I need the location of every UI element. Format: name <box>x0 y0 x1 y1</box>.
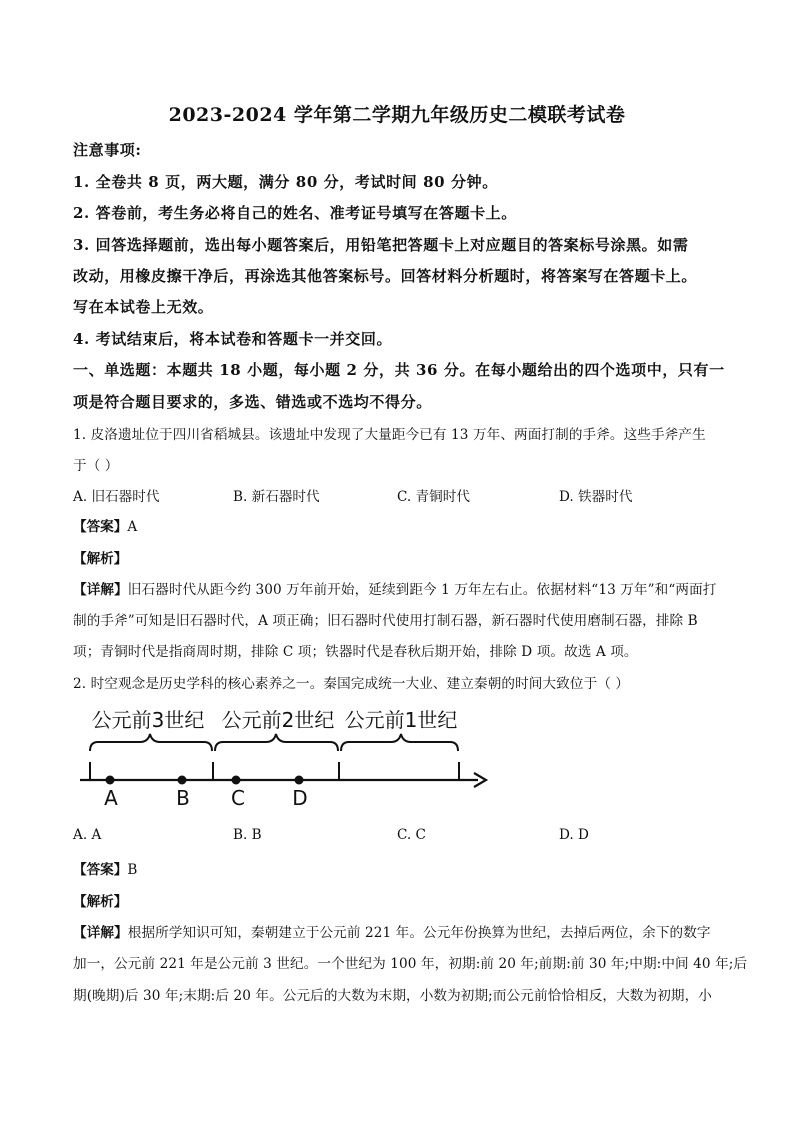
century-label-1: 公元前1世纪 <box>344 708 458 732</box>
q1-stem: 1. 皮洛遗址位于四川省稻城县。该遗址中发现了大量距今已有 13 万年、两面打制的手斧。这些手斧产生 <box>73 427 706 443</box>
notice-item-3-end: 写在本试卷上无效。 <box>73 298 214 316</box>
notice-item-1: 1. 全卷共 8 页，两大题，满分 80 分，考试时间 80 分钟。 <box>73 173 498 191</box>
notice-item-4: 4. 考试结束后，将本试卷和答题卡一并交回。 <box>73 330 393 348</box>
q2-option-c: C. C <box>397 827 426 843</box>
q1-analysis <box>73 547 723 567</box>
q1-option-b: B. 新石器时代 <box>233 489 320 505</box>
section-heading-cont: 项是符合题目要求的，多选、错选或不选均不得分。 <box>73 393 432 411</box>
q2-analysis <box>73 890 723 910</box>
q1-answer <box>73 515 723 535</box>
q2-detail-line3: 期(晚期)后 30 年;末期:后 20 年。公元后的大数为末期，小数为初期;而公元前恰恰相反，大数为初期，小 <box>73 988 712 1004</box>
q2-analysis-tag: 【解析】 <box>73 894 128 910</box>
q2-answer-tag: 【答案】 <box>73 862 128 878</box>
brace-century-1 <box>341 734 458 751</box>
q2-detail <box>73 921 723 941</box>
notice-heading: 注意事项: <box>73 141 142 159</box>
point-c-label: C <box>231 786 245 810</box>
q1-detail-text: 旧石器时代从距今约 300 万年前开始，延续到距今 1 万年左右止。依据材料“13 万年”和“两面打 <box>127 582 717 598</box>
q1-option-c: C. 青铜时代 <box>397 489 470 505</box>
point-a-marker <box>106 776 115 785</box>
q2-option-a: A. A <box>73 827 102 843</box>
notice-item-3: 3. 回答选择题前，选出每小题答案后，用铅笔把答题卡上对应题目的答案标号涂黑。如需 <box>73 236 689 254</box>
q2-detail-tag: 【详解】 <box>73 925 128 941</box>
q1-detail <box>73 578 723 598</box>
q2-option-d: D. D <box>559 827 589 843</box>
point-c-marker <box>232 776 241 785</box>
point-d-label: D <box>292 786 308 810</box>
notice-item-2: 2. 答卷前，考生务必将自己的姓名、准考证号填写在答题卡上。 <box>73 204 517 222</box>
q2-detail-text: 根据所学知识可知，秦朝建立于公元前 221 年。公元年份换算为世纪，去掉后两位，余下的数字 <box>127 925 711 941</box>
q2-detail-line2: 加一，公元前 221 年是公元前 3 世纪。一个世纪为 100 年，初期:前 20 年;前期:前 30 年;中期:中间 40 年;后 <box>73 956 748 972</box>
q2-option-b: B. B <box>233 827 262 843</box>
q1-option-d: D. 铁器时代 <box>559 489 633 505</box>
q1-option-a: A. 旧石器时代 <box>73 489 160 505</box>
q1-detail-tag: 【详解】 <box>73 582 128 598</box>
q1-answer-value: A <box>127 519 138 535</box>
point-a-label: A <box>104 786 118 810</box>
point-b-label: B <box>176 786 190 810</box>
brace-century-3 <box>90 734 212 751</box>
century-label-2: 公元前2世纪 <box>221 708 335 732</box>
point-b-marker <box>178 776 187 785</box>
q1-analysis-tag: 【解析】 <box>73 551 128 567</box>
q2-answer-value: B <box>127 862 138 878</box>
q2-answer <box>73 858 723 878</box>
brace-century-2 <box>215 734 338 751</box>
exam-title: 2023-2024 学年第二学期九年级历史二模联考试卷 <box>168 104 626 126</box>
section-heading: 一、单选题：本题共 18 小题，每小题 2 分，共 36 分。在每小题给出的四个选项中，只有一 <box>73 361 725 379</box>
q1-detail-line2: 制的手斧”可知是旧石器时代，A 项正确；旧石器时代使用打制石器，新石器时代使用磨制石器，排除 B <box>73 613 698 629</box>
century-label-3: 公元前3世纪 <box>91 708 205 732</box>
q1-stem-cont: 于（ ） <box>73 458 119 474</box>
notice-item-3-cont: 改动，用橡皮擦干净后，再涂选其他答案标号。回答材料分析题时，将答案写在答题卡上。 <box>73 267 698 285</box>
q1-detail-line3: 项；青铜时代是指商周时期，排除 C 项；铁器时代是春秋后期开始，排除 D 项。故选 A 项。 <box>73 644 638 660</box>
timeline-diagram <box>78 704 498 814</box>
q2-stem: 2. 时空观念是历史学科的核心素养之一。秦国完成统一大业、建立秦朝的时间大致位于（ ） <box>73 676 630 692</box>
q1-answer-tag: 【答案】 <box>73 519 128 535</box>
point-d-marker <box>295 776 304 785</box>
